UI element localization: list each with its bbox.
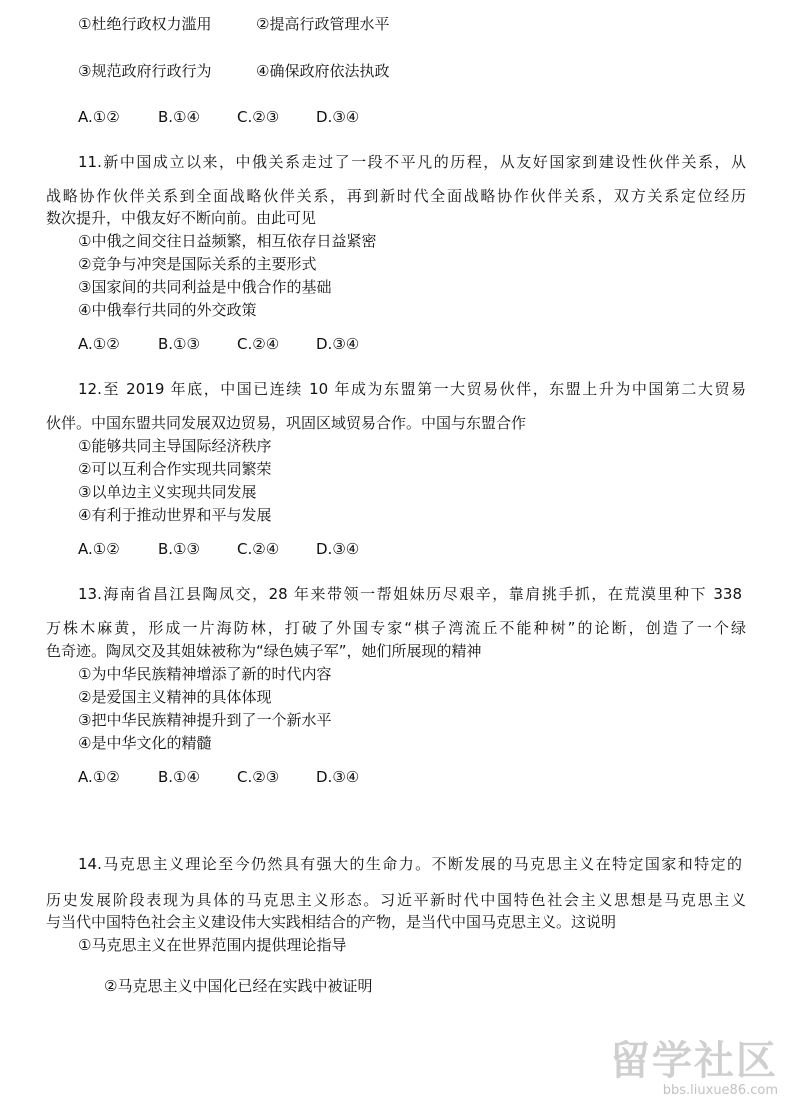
question-stem-line: 伙伴。中国东盟共同发展双边贸易，巩固区域贸易合作。中国与东盟合作 <box>46 414 527 432</box>
choice: A.①② <box>78 540 120 558</box>
option: ④中俄奉行共同的外交政策 <box>78 301 257 319</box>
answer-choices <box>78 767 359 787</box>
question-stem-line: 色奇迹。陶凤交及其姐妹被称为“绿色姨子军”，她们所展现的精神 <box>46 642 482 660</box>
question-stem-line: 12.至 2019 年底，中国已连续 10 年成为东盟第一大贸易伙伴，东盟上升为中国第二大贸易 <box>78 380 746 398</box>
option: ②可以互利合作实现共同繁荣 <box>78 460 272 478</box>
site-watermark <box>610 1039 778 1098</box>
option: ③国家间的共同利益是中俄合作的基础 <box>78 278 332 296</box>
choice: D.③④ <box>316 335 360 353</box>
choice: B.①④ <box>158 768 200 786</box>
choice: D.③④ <box>316 768 360 786</box>
choice: D.③④ <box>316 540 360 558</box>
question-stem-line: 14.马克思主义理论至今仍然具有强大的生命力。不断发展的马克思主义在特定国家和特定的 <box>78 855 742 873</box>
choice: B.①③ <box>158 540 200 558</box>
choice: A.①② <box>78 768 120 786</box>
option: ②提高行政管理水平 <box>256 15 390 33</box>
answer-choices <box>78 334 359 354</box>
option: ③以单边主义实现共同发展 <box>78 483 257 501</box>
option: ④是中华文化的精髓 <box>78 734 212 752</box>
choice: C.②④ <box>237 335 280 353</box>
watermark-url: bbs.liuxue86.com <box>662 1083 778 1098</box>
question-stem-line: 13.海南省昌江县陶凤交，28 年来带领一帮姐妹历尽艰辛，靠肩挑手抓，在荒漠里种下 338 <box>78 585 742 603</box>
question-stem-line: 与当代中国特色社会主义建设伟大实践相结合的产物，是当代中国马克思主义。这说明 <box>46 913 617 931</box>
choice: C.②③ <box>237 768 280 786</box>
option: ①能够共同主导国际经济秩序 <box>78 437 272 455</box>
option: ①为中华民族精神增添了新的时代内容 <box>78 665 332 683</box>
option: ④有利于推动世界和平与发展 <box>78 506 272 524</box>
option: ②马克思主义中国化已经在实践中被证明 <box>104 977 373 995</box>
option: ②竞争与冲突是国际关系的主要形式 <box>78 255 317 273</box>
option: ①马克思主义在世界范围内提供理论指导 <box>78 936 347 954</box>
question-stem-line: 战略协作伙伴关系到全面战略伙伴关系，再到新时代全面战略协作伙伴关系，双方关系定位经历 <box>46 187 746 205</box>
option: ①杜绝行政权力滥用 <box>78 15 212 33</box>
question-stem-line: 11.新中国成立以来，中俄关系走过了一段不平凡的历程，从友好国家到建设性伙伴关系，从 <box>78 153 746 171</box>
option: ②是爱国主义精神的具体体现 <box>78 688 272 706</box>
choice: C.②④ <box>237 540 280 558</box>
choice: B.①③ <box>158 335 200 353</box>
question-stem-line: 历史发展阶段表现为具体的马克思主义形态。习近平新时代中国特色社会主义思想是马克思主义 <box>46 891 746 909</box>
option: ③规范政府行政行为 <box>78 62 212 80</box>
option: ④确保政府依法执政 <box>256 62 390 80</box>
option: ③把中华民族精神提升到了一个新水平 <box>78 711 332 729</box>
question-stem-line: 万株木麻黄，形成一片海防林，打破了外国专家“棋子湾流丘不能种树”的论断，创造了一个绿 <box>46 619 746 637</box>
choice: D.③④ <box>316 108 360 126</box>
answer-choices <box>78 107 359 127</box>
option: ①中俄之间交往日益频繁，相互依存日益紧密 <box>78 232 377 250</box>
choice: C.②③ <box>237 108 280 126</box>
watermark-logo-text: 留学社区 <box>610 1038 778 1084</box>
choice: A.①② <box>78 108 120 126</box>
choice: A.①② <box>78 335 120 353</box>
choice: B.①④ <box>158 108 200 126</box>
question-stem-line: 数次提升，中俄友好不断向前。由此可见 <box>46 209 317 227</box>
answer-choices <box>78 539 359 559</box>
